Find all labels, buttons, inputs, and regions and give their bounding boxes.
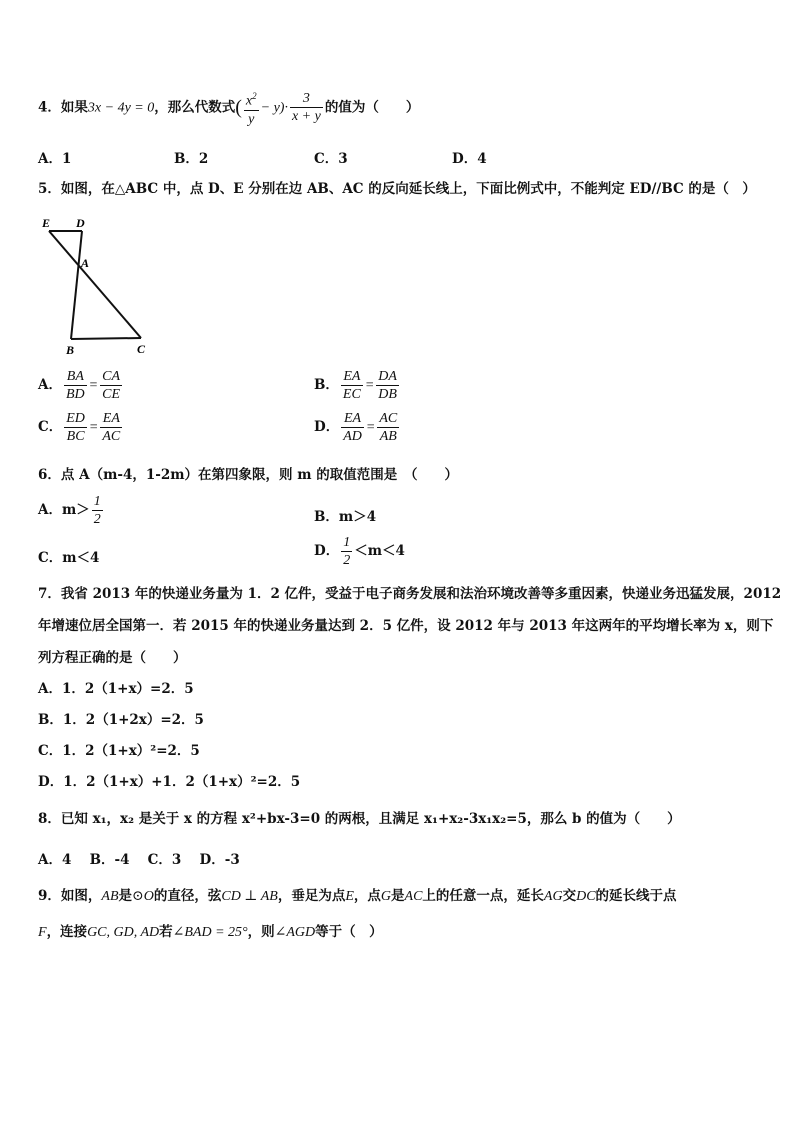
q9-line-2: F，连接GC, GD, AD若∠BAD = 25°，则∠AGD等于（ ） [38,924,383,940]
q5-stem: 5．如图，在△ABC 中，点 D、E 分别在边 AB、AC 的反向延长线上，下面比例式中，不能判定 ED//BC 的是（ ） [38,181,756,197]
q7-line-1: 7．我省 2013 年的快递业务量为 1．2 亿件，受益于电子商务发展和法治环境改善等多重因素，快递业务迅猛发展，2012 [38,586,782,602]
q6-option-d: D． $\frac{1}{2}$ ＜m＜4 [314,535,405,568]
q6-option-a: A．m＞ $\frac{1}{2}$ [38,494,101,527]
label-c: C [137,342,146,356]
q7-option-a: A．1．2（1+x）=2．5 [38,681,194,697]
q4-fraction-3-over-xy: $\frac{3}{x + y}$ [291,91,321,125]
label-e: E [42,216,51,230]
label-a: A [81,256,90,270]
q4-option-b: B．2 [174,151,209,167]
q5-option-a: A． $\frac{BA}{BD}$ = $\frac{CA}{CE}$ [38,369,120,402]
q5-option-c: C． $\frac{ED}{BC}$ = $\frac{EA}{AC}$ [38,411,121,444]
q5-option-d: D． $\frac{EA}{AD}$ = $\frac{AC}{AB}$ [314,411,398,444]
q7-line-3: 列方程正确的是（ ） [38,650,187,666]
q6-option-b: B．m＞4 [314,509,377,525]
q4-option-a: A．1 [38,151,72,167]
label-d: D [76,216,85,230]
q9-line-1: 9．如图，AB是⊙O的直径，弦CD ⊥ AB，垂足为点E，点G是AC上的任意一点，延长AG交DC的延长线于点 [38,888,677,904]
q8-stem: 8．已知 x₁，x₂ 是关于 x 的方程 x²+bx-3=0 的两根，且满足 x₁+x₂-3x₁x₂=5，那么 b 的值为（ ） [38,811,681,827]
q4-option-c: C．3 [314,151,348,167]
q7-line-2: 年增速位居全国第一．若 2015 年的快递业务量达到 2．5 亿件，设 2012 年与 2013 年这两年的平均增长率为 x，则下 [38,618,774,634]
q5-triangle-figure [38,215,168,360]
q6-stem: 6．点 A（m-4，1-2m）在第四象限，则 m 的取值范围是 （ ） [38,467,458,483]
q4-fraction-x2-over-y: $\frac{x^2}{y}$ [244,88,259,128]
q6-option-c: C．m＜4 [38,550,100,566]
q5-option-b: B． $\frac{EA}{EC}$ = $\frac{DA}{DB}$ [314,369,397,402]
q7-option-c: C．1．2（1+x）²=2．5 [38,743,200,759]
q4-option-d: D．4 [452,151,487,167]
q8-options: A．4 B．-4 C．3 D．-3 [38,852,240,868]
q4-stem: 4．如果3x − 4y = 0，那么代数式( $\frac{x^2}{y}$ − y)· $\frac{3}{x + y}$ 的值为（ ） [38,88,419,128]
q7-option-d: D．1．2（1+x）+1．2（1+x）²=2．5 [38,774,301,790]
label-b: B [66,343,75,357]
q4-condition: 3x − 4y = 0 [87,100,155,116]
q7-option-b: B．1．2（1+2x）=2．5 [38,712,204,728]
